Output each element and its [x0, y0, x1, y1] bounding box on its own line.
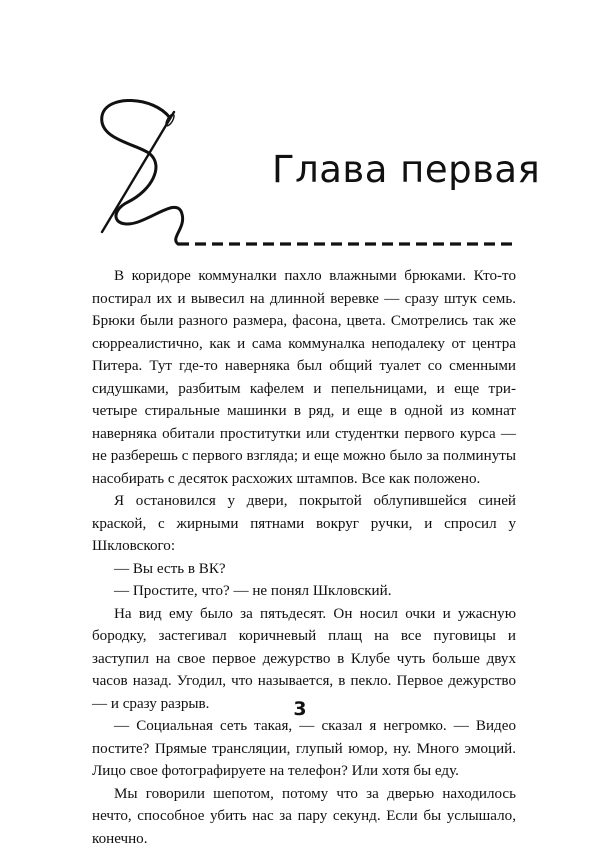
page-number: 3: [0, 698, 600, 720]
paragraph: Я остановился у двери, покрытой облупившейся синей краской, с жирными пятнами вокруг ручки, и спросил у Шкловского:: [92, 490, 516, 558]
chapter-text: [92, 265, 516, 850]
paragraph: На вид ему было за пятьдесят. Он носил очки и ужасную бородку, застегивал коричневый плащ на все пуговицы и заступил на свое первое дежурство в Клубе чуть больше двух часов назад. Угодил, что называется, в пекло. Первое дежурство — и сразу разрыв.: [92, 603, 516, 716]
chapter-title: Глава первая: [272, 148, 540, 191]
thread-icon: [102, 100, 183, 244]
paragraph: — Простите, что? — не понял Шкловский.: [92, 580, 516, 603]
paragraph: Мы говорили шепотом, потому что за дверью находилось нечто, способное убить нас за пару секунд. Если бы услышало, конечно.: [92, 783, 516, 850]
paragraph: — Социальная сеть такая, — сказал я негромко. — Видео постите? Прямые трансляции, глупый юмор, ну. Много эмоций. Лицо свое фотографируете на телефон? Или хотя бы еду.: [92, 715, 516, 783]
paragraph: В коридоре коммуналки пахло влажными брюками. Кто-то постирал их и вывесил на длинной веревке — сразу штук семь. Брюки были разного размера, фасона, цвета. Смотрелись так же сюрреалистично, как и сама коммуналка неподалеку от центра Питера. Тут где-то наверняка был общий туалет со сменными сидушками, разбитым кафелем и пепельницами, и еще три-четыре стиральные машинки в ряд, и еще в одной из комнат наверняка обитали проститутки или студентки первого курса — не разберешь с первого взгляда; и еще можно было за полминуты насобирать с десяток расхожих штампов. Все как положено.: [92, 265, 516, 490]
needle-icon: [102, 112, 176, 232]
paragraph: — Вы есть в ВК?: [92, 558, 516, 581]
